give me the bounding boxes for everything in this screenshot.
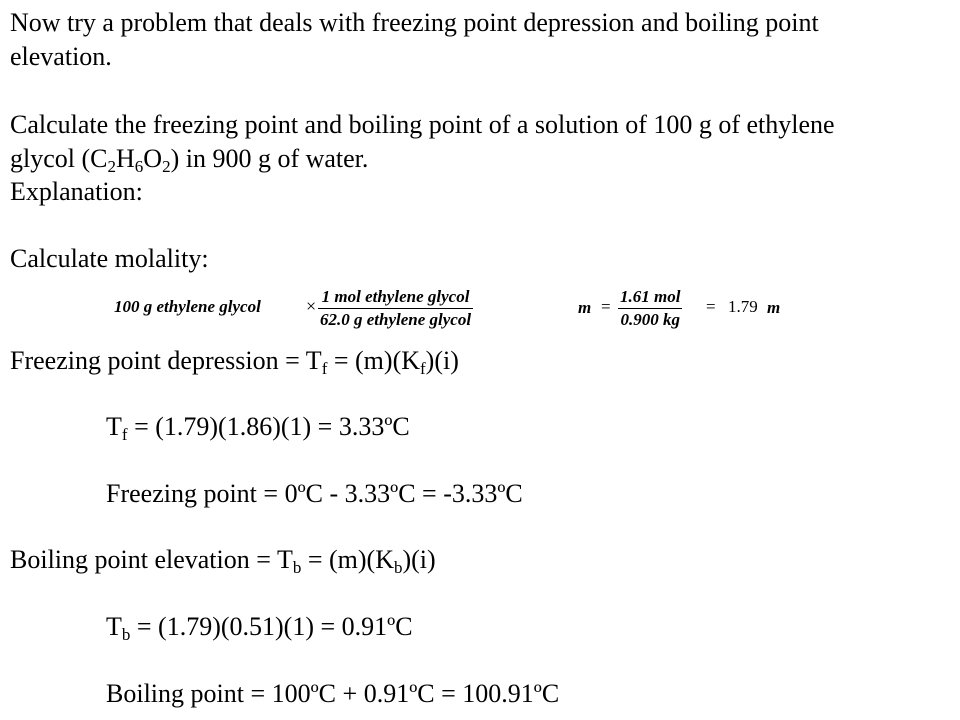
molality-symbol: m bbox=[578, 298, 592, 317]
boiling-heading-c: )(i) bbox=[402, 545, 436, 574]
problem-text-b: ) in 900 g of water. bbox=[170, 144, 369, 173]
boiling-sub-b2: b bbox=[393, 558, 403, 577]
conversion-denominator: 62.0 g ethylene glycol bbox=[320, 310, 472, 329]
problem-text-a: glycol (C bbox=[10, 144, 108, 173]
molality-result-unit: m bbox=[767, 298, 781, 317]
conversion-numerator: 1 mol ethylene glycol bbox=[318, 287, 473, 309]
equals-sign-1: = bbox=[601, 297, 611, 316]
boiling-heading-a: Boiling point elevation = T bbox=[10, 545, 293, 574]
problem-line-2 bbox=[10, 144, 368, 174]
freezing-sub-f1: f bbox=[321, 359, 328, 378]
freezing-calc-t: T bbox=[106, 412, 122, 441]
boiling-calc-sub: b bbox=[121, 625, 131, 644]
molality-denominator: 0.900 kg bbox=[620, 310, 680, 329]
element-h: H bbox=[116, 144, 135, 173]
freezing-calc bbox=[106, 412, 410, 442]
molality-result-value: 1.79 bbox=[728, 297, 758, 316]
freezing-heading-b: = (m)(K bbox=[327, 346, 420, 375]
intro-line-2: elevation. bbox=[10, 42, 112, 71]
boiling-calc-t: T bbox=[106, 612, 122, 641]
conversion-fraction bbox=[318, 287, 473, 330]
intro-line-1: Now try a problem that deals with freezing point depression and boiling point bbox=[10, 8, 819, 37]
molality-numerator: 1.61 mol bbox=[618, 287, 682, 309]
boiling-heading bbox=[10, 545, 436, 575]
freezing-result: Freezing point = 0ºC - 3.33ºC = -3.33ºC bbox=[106, 479, 523, 508]
freezing-sub-f2: f bbox=[420, 359, 426, 378]
boiling-result: Boiling point = 100ºC + 0.91ºC = 100.91ºC bbox=[106, 679, 560, 708]
times-sign: × bbox=[306, 296, 317, 316]
given-mass: 100 g ethylene glycol bbox=[114, 297, 261, 316]
subscript-o: 2 bbox=[162, 157, 171, 176]
problem-line-1: Calculate the freezing point and boiling point of a solution of 100 g of ethylene bbox=[10, 110, 835, 139]
freezing-calc-rest: = (1.79)(1.86)(1) = 3.33ºC bbox=[127, 412, 410, 441]
freezing-heading bbox=[10, 346, 459, 376]
boiling-heading-b: = (m)(K bbox=[301, 545, 394, 574]
subscript-h: 6 bbox=[134, 157, 144, 176]
subscript-c: 2 bbox=[107, 157, 116, 176]
molality-fraction bbox=[618, 287, 682, 330]
freezing-calc-sub: f bbox=[121, 425, 128, 444]
freezing-heading-a: Freezing point depression = T bbox=[10, 346, 322, 375]
freezing-heading-c: )(i) bbox=[425, 346, 459, 375]
explanation-label: Explanation: bbox=[10, 177, 143, 206]
boiling-sub-b1: b bbox=[292, 558, 302, 577]
molality-label: Calculate molality: bbox=[10, 244, 209, 273]
boiling-calc bbox=[106, 612, 413, 642]
element-o: O bbox=[143, 144, 163, 173]
boiling-calc-rest: = (1.79)(0.51)(1) = 0.91ºC bbox=[130, 612, 413, 641]
equals-sign-2: = bbox=[706, 297, 716, 316]
